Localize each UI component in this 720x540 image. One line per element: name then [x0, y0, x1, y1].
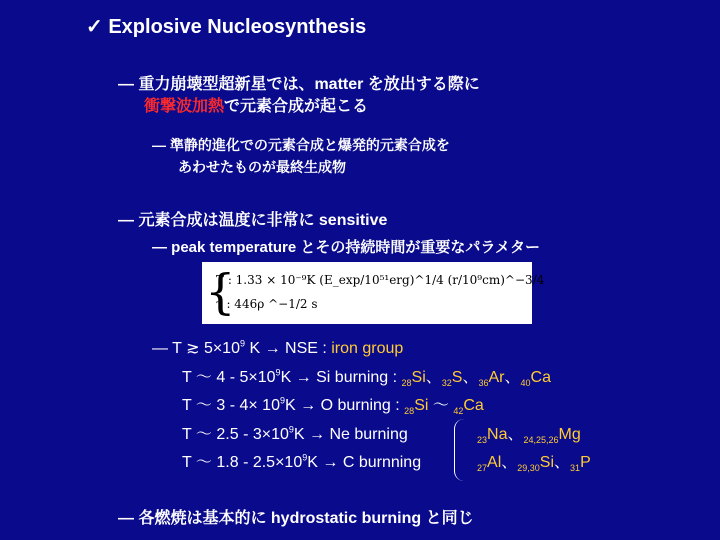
burning-temperature: T ～ 2.5 - 3×10 — [182, 426, 289, 443]
dash-icon: — — [152, 137, 166, 153]
isotope-element: Si — [539, 454, 555, 471]
isotope-mass-number: 28 — [404, 406, 415, 417]
burning-row — [182, 449, 421, 472]
bullet-supernova-line1 — [118, 74, 480, 96]
nse-exponent: 9 — [239, 338, 245, 349]
isotope-mass-number: 40 — [520, 378, 531, 389]
isotope-mass-number: 27 — [477, 463, 488, 474]
bullet-supernova — [118, 74, 480, 118]
isotope-element: Ca — [530, 369, 551, 386]
separator: 、 — [554, 454, 571, 471]
isotope-mass-number: 32 — [441, 378, 452, 389]
dash-icon: — — [152, 340, 168, 357]
dash-icon: — — [118, 510, 134, 527]
burning-row — [182, 421, 408, 444]
formula-row-timescale: τ : 446ρ ^−1/2 s — [216, 297, 318, 311]
burning-exponent: 9 — [275, 367, 281, 378]
isotope-mass-number: 24,25,26 — [523, 435, 559, 446]
isotope-mass-number: 31 — [570, 463, 581, 474]
separator: ～ — [428, 397, 454, 414]
isotope-element: Mg — [558, 426, 581, 443]
bullet-supernova-text2: で元素合成が起こる — [224, 98, 369, 115]
dash-icon: — — [152, 239, 167, 256]
shock-heating-text: 衝撃波加熱 — [144, 98, 225, 115]
iron-group-text: iron group — [331, 340, 404, 357]
nse-line — [152, 338, 403, 358]
separator: 、 — [462, 369, 479, 386]
separator: 、 — [507, 426, 524, 443]
burning-stage: K → O burning : — [285, 397, 405, 414]
separator: 、 — [501, 454, 518, 471]
isotope-element: Ar — [488, 369, 505, 386]
isotope-mass-number: 36 — [478, 378, 489, 389]
bullet-hydrostatic-text: 各燃焼は基本的に hydrostatic burning と同じ — [138, 510, 474, 527]
burning-exponent: 9 — [279, 395, 285, 406]
separator: 、 — [504, 369, 521, 386]
isotope-element: P — [580, 454, 591, 471]
burning-temperature: T ～ 1.8 - 2.5×10 — [182, 454, 303, 471]
burning-stage: K → Si burning : — [280, 369, 402, 386]
bullet-supernova-text1: 重力崩壊型超新星では、matter を放出する際に — [138, 76, 480, 93]
left-brace-icon: { — [205, 264, 236, 320]
bullet-peak-temperature — [152, 236, 540, 257]
isotope-element: Al — [487, 454, 502, 471]
dash-icon: — — [118, 212, 134, 229]
isotope-mass-number: 23 — [477, 435, 488, 446]
bullet-final-product-text1: 準静的進化での元素合成と爆発的元素合成を — [169, 137, 450, 153]
burning-products — [477, 421, 581, 445]
burning-temperature: T ～ 3 - 4× 10 — [182, 397, 280, 414]
burning-row — [182, 364, 551, 388]
slide-title — [86, 14, 366, 39]
isotope-mass-number: 29,30 — [517, 463, 540, 474]
burning-exponent: 9 — [288, 424, 294, 435]
check-icon: ✓ — [86, 16, 103, 38]
bullet-sensitive-text: 元素合成は温度に非常に sensitive — [138, 212, 388, 229]
bullet-final-product-text2: あわせたものが最終生成物 — [178, 159, 346, 175]
burning-row — [182, 392, 484, 416]
bullet-sensitive — [118, 207, 387, 230]
bracket-icon — [454, 419, 465, 481]
isotope-element: S — [451, 369, 463, 386]
isotope-element: Na — [487, 426, 508, 443]
bullet-hydrostatic — [118, 505, 474, 528]
nse-prefix: T ≳ 5×10 — [172, 340, 240, 357]
bullet-final-product — [152, 134, 450, 178]
burning-stage: K → C burnning — [307, 454, 422, 471]
burning-products — [477, 449, 591, 473]
isotope-mass-number: 42 — [453, 406, 464, 417]
formula-image — [202, 262, 545, 324]
bullet-peak-temperature-text: peak temperature とその持続時間が重要なパラメター — [171, 239, 540, 256]
separator: 、 — [425, 369, 442, 386]
bullet-final-product-line1 — [152, 134, 450, 156]
nse-mid: K → NSE : — [245, 340, 332, 357]
burning-stage: K → Ne burning — [293, 426, 408, 443]
bullet-supernova-line2 — [118, 96, 480, 118]
burning-temperature: T ～ 4 - 5×10 — [182, 369, 276, 386]
slide-title-text: Explosive Nucleosynthesis — [108, 16, 367, 38]
isotope-mass-number: 28 — [401, 378, 412, 389]
burning-exponent: 9 — [302, 452, 308, 463]
dash-icon: — — [118, 76, 134, 93]
bullet-final-product-line2 — [152, 156, 450, 178]
isotope-element: Ca — [463, 397, 484, 414]
formula-row-temperature: T : 1.33 × 10⁻⁹K (E_exp/10⁵¹erg)^1/4 (r/10⁹cm)^−3/4 — [216, 273, 545, 287]
isotope-element: Si — [411, 369, 426, 386]
isotope-element: Si — [414, 397, 429, 414]
